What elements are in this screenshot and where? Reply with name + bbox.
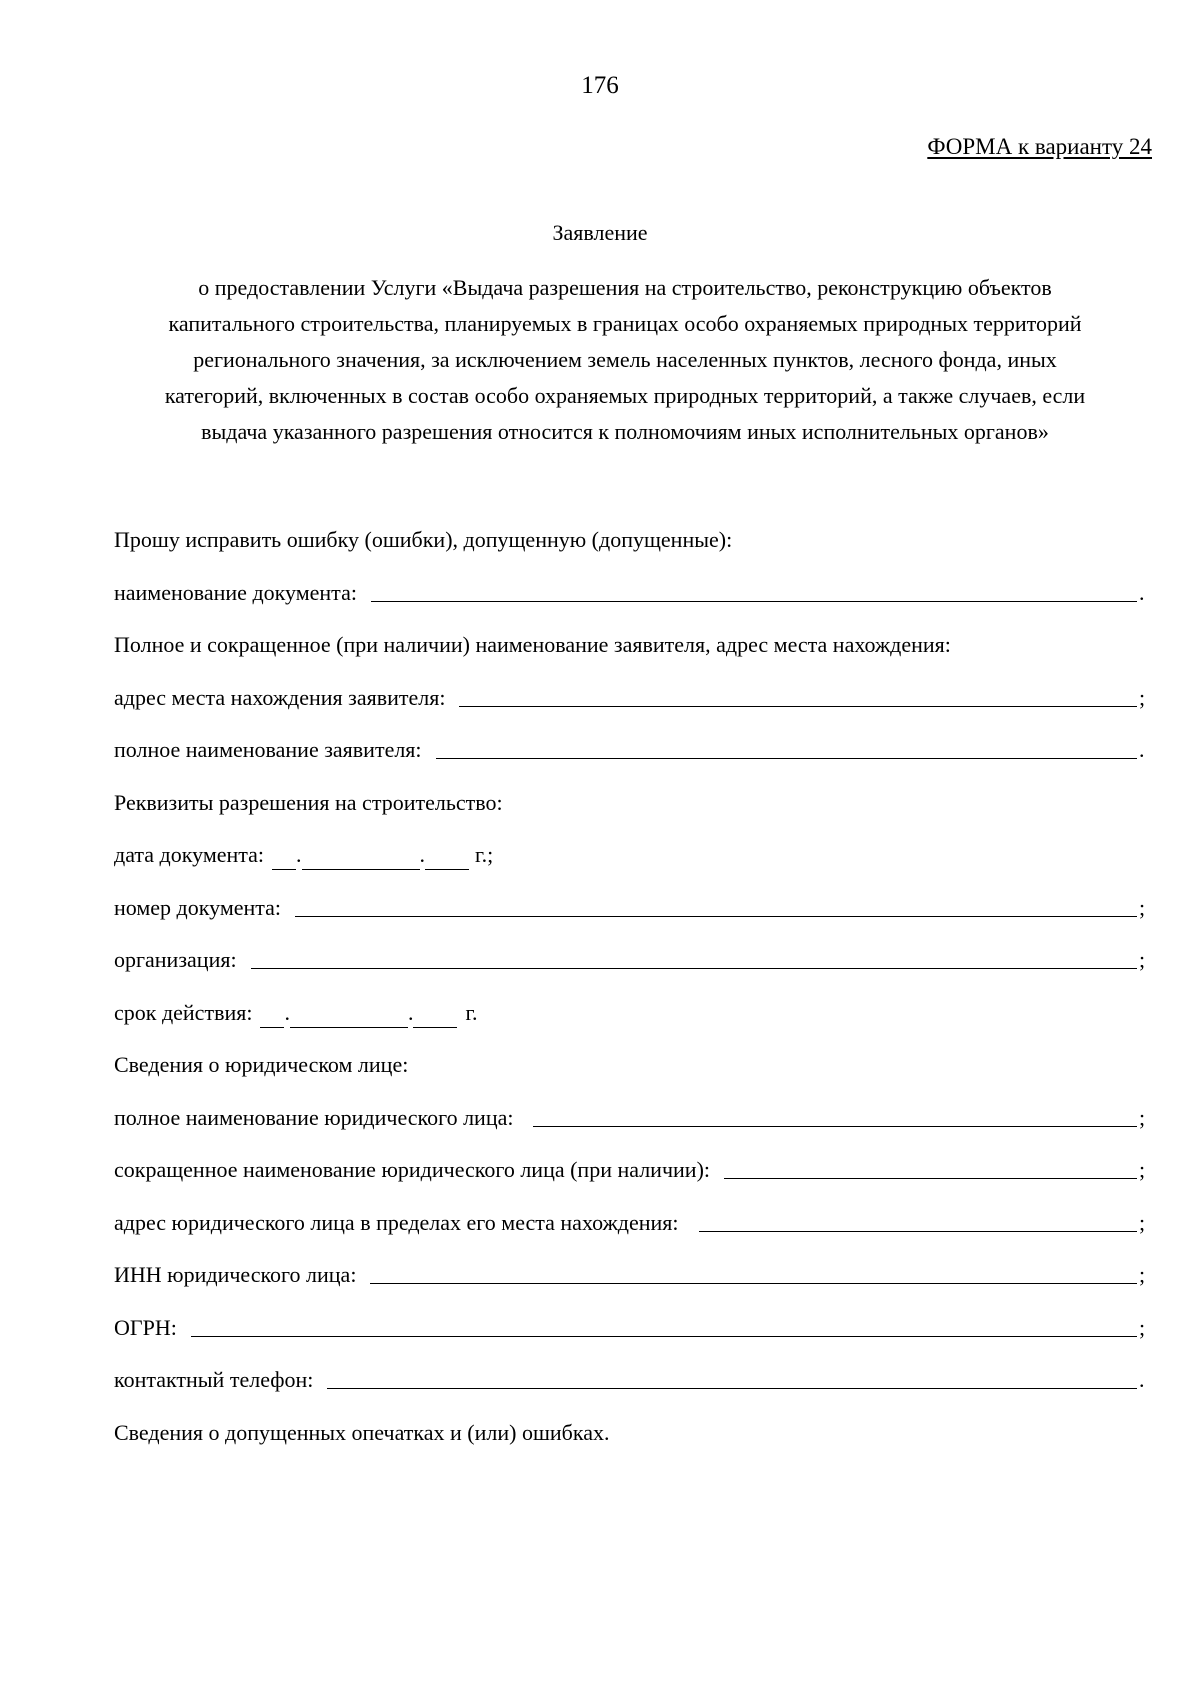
document-name-row (114, 578, 1149, 608)
applicant-full-name-label: полное наименование заявителя: (114, 737, 422, 762)
entity-short-name-field[interactable] (724, 1178, 1137, 1179)
validity-period-label: срок действия: (114, 1000, 253, 1025)
date-day-field[interactable] (272, 869, 296, 870)
document-date-label: дата документа: (114, 842, 265, 867)
permit-section-heading (114, 788, 1149, 818)
entity-address-row (114, 1208, 1149, 1238)
row-end-mark: ; (1139, 1315, 1146, 1340)
entity-inn-label: ИНН юридического лица: (114, 1262, 357, 1287)
entity-full-name-label: полное наименование юридического лица: (114, 1105, 514, 1130)
request-intro (114, 525, 1149, 555)
row-end-mark: . (1139, 1367, 1145, 1392)
applicant-section-text: Полное и сокращенное (при наличии) наименование заявителя, адрес места нахождения: (114, 632, 951, 657)
validity-day-field[interactable] (260, 1027, 284, 1028)
applicant-section-heading (114, 630, 1149, 660)
row-end-mark: ; (1139, 1262, 1146, 1287)
applicant-address-row (114, 683, 1149, 713)
legal-entity-section-heading (114, 1050, 1149, 1080)
organization-field[interactable] (251, 968, 1137, 969)
permit-section-text: Реквизиты разрешения на строительство: (114, 790, 503, 815)
validity-year-field[interactable] (413, 1027, 457, 1028)
errors-section-heading (114, 1418, 1149, 1448)
entity-short-name-label: сокращенное наименование юридического лица (при наличии): (114, 1157, 711, 1182)
organization-label: организация: (114, 947, 237, 972)
document-subtitle (110, 270, 1140, 450)
row-end-mark: . (1139, 737, 1145, 762)
entity-ogrn-field[interactable] (191, 1336, 1137, 1337)
entity-ogrn-row (114, 1313, 1149, 1343)
date-separator: . (284, 1000, 290, 1025)
legal-entity-section-text: Сведения о юридическом лице: (114, 1052, 409, 1077)
validity-month-field[interactable] (290, 1027, 408, 1028)
date-separator: . (419, 842, 426, 867)
entity-address-field[interactable] (699, 1231, 1137, 1232)
document-name-label: наименование документа: (114, 580, 357, 605)
date-suffix: г.; (475, 842, 494, 867)
row-end-mark: ; (1139, 1210, 1146, 1235)
row-end-mark: ; (1139, 947, 1146, 972)
date-year-field[interactable] (425, 869, 469, 870)
row-end-mark: ; (1139, 1157, 1146, 1182)
document-name-field[interactable] (371, 601, 1137, 602)
subtitle-line: капитального строительства, планируемых в границах особо охраняемых природных территорий (168, 311, 1082, 336)
row-end-mark: ; (1139, 1105, 1146, 1130)
document-title: Заявление (552, 220, 648, 245)
entity-ogrn-label: ОГРН: (114, 1315, 177, 1340)
document-date-row (114, 840, 1149, 870)
document-number-label: номер документа: (114, 895, 282, 920)
entity-address-label: адрес юридического лица в пределах его места нахождения: (114, 1210, 679, 1235)
organization-row (114, 945, 1149, 975)
subtitle-line: выдача указанного разрешения относится к полномочиям иных исполнительных органов» (201, 419, 1049, 444)
applicant-address-field[interactable] (459, 706, 1137, 707)
entity-short-name-row (114, 1155, 1149, 1185)
document-number-row (114, 893, 1149, 923)
form-variant-label: ФОРМА к варианту 24 (927, 134, 1152, 159)
page-number: 176 (581, 72, 619, 99)
entity-full-name-field[interactable] (533, 1126, 1137, 1127)
entity-full-name-row (114, 1103, 1149, 1133)
date-separator: . (407, 1000, 414, 1025)
validity-suffix: г. (465, 1000, 478, 1025)
date-separator: . (296, 842, 302, 867)
row-end-mark: ; (1139, 685, 1146, 710)
subtitle-line: категорий, включенных в состав особо охраняемых природных территорий, а также случаев, если (164, 383, 1086, 408)
errors-section-text: Сведения о допущенных опечатках и (или) ошибках. (114, 1420, 610, 1445)
validity-period-row (114, 998, 1149, 1028)
applicant-address-label: адрес места нахождения заявителя: (114, 685, 446, 710)
entity-inn-row (114, 1260, 1149, 1290)
entity-inn-field[interactable] (370, 1283, 1137, 1284)
date-month-field[interactable] (302, 869, 420, 870)
contact-phone-row (114, 1365, 1149, 1395)
document-number-field[interactable] (295, 916, 1137, 917)
request-intro-text: Прошу исправить ошибку (ошибки), допущенную (допущенные): (114, 527, 733, 552)
row-end-mark: ; (1139, 895, 1146, 920)
contact-phone-field[interactable] (327, 1388, 1137, 1389)
applicant-full-name-field[interactable] (436, 758, 1137, 759)
subtitle-line: регионального значения, за исключением земель населенных пунктов, лесного фонда, иных (193, 347, 1057, 372)
contact-phone-label: контактный телефон: (114, 1367, 314, 1392)
row-end-mark: . (1139, 580, 1145, 605)
applicant-full-name-row (114, 735, 1149, 765)
subtitle-line: о предоставлении Услуги «Выдача разрешения на строительство, реконструкцию объектов (198, 275, 1052, 300)
